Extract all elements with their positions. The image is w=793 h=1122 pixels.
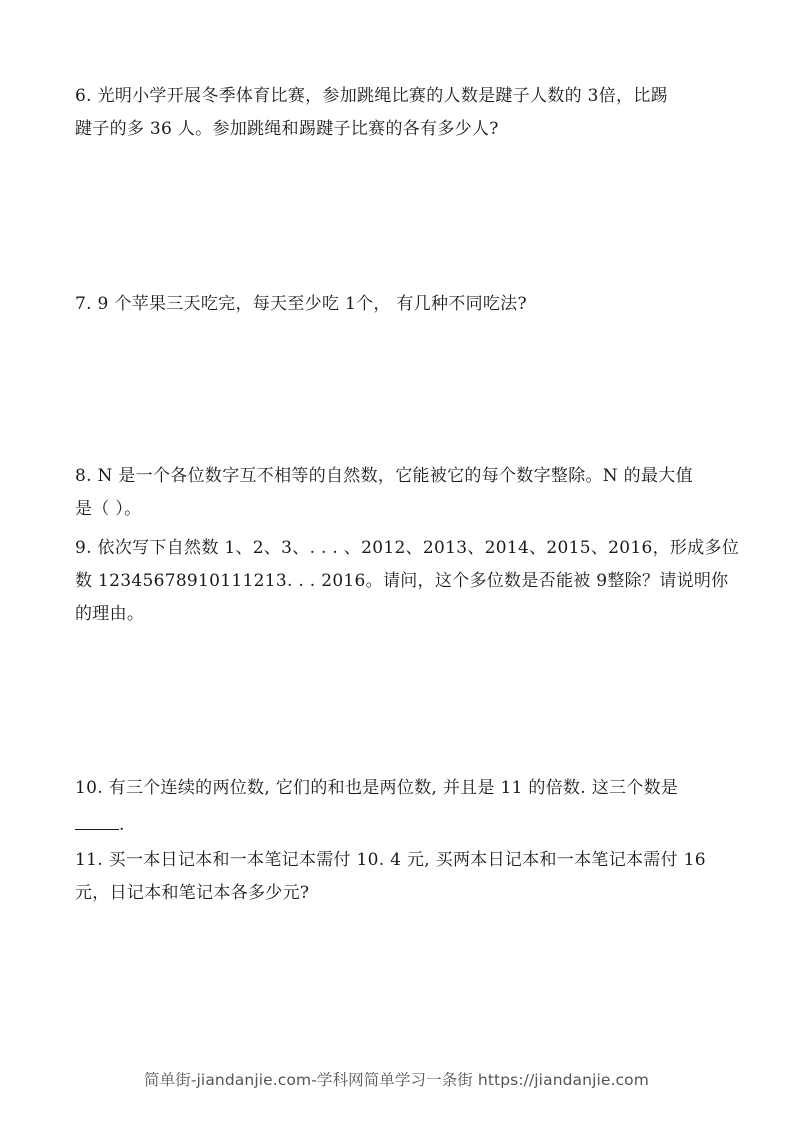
question-11	[75, 844, 725, 910]
question-11-line-1: 11. 买一本日记本和一本笔记本需付 10. 4 元, 买两本日记本和一本笔记本需付 16	[75, 850, 706, 870]
answer-blank	[75, 811, 119, 830]
question-8-line-2: 是（ ）。	[75, 499, 142, 519]
question-6-line-1: 6. 光明小学开展冬季体育比赛，参加跳绳比赛的人数是踺子人数的 3倍，比踢	[75, 86, 668, 106]
question-9-line-2: 数 12345678910111213. . . 2016。请问，这个多位数是否能被 9整除？请说明你	[75, 571, 729, 591]
footer-watermark: 简单街-jiandanjie.com-学科网简单学习一条街 https://jiandanjie.com	[144, 1071, 649, 1089]
question-11-line-2: 元，日记本和笔记本各多少元?	[75, 883, 310, 903]
question-9	[75, 532, 740, 631]
question-6	[75, 80, 725, 146]
question-8-line-1: 8. N 是一个各位数字互不相等的自然数，它能被它的每个数字整除。N 的最大值	[75, 466, 693, 486]
question-7	[75, 288, 725, 321]
question-10	[75, 772, 725, 842]
question-9-line-3: 的理由。	[75, 604, 145, 624]
answer-blank-suffix: .	[119, 815, 125, 835]
question-10-answer-line	[75, 809, 725, 842]
question-10-line-1: 10. 有三个连续的两位数, 它们的和也是两位数, 并且是 11 的倍数. 这三个数是	[75, 778, 679, 798]
question-7-line-1: 7. 9 个苹果三天吃完，每天至少吃 1个， 有几种不同吃法?	[75, 294, 527, 314]
question-8	[75, 460, 725, 526]
question-6-line-2: 踺子的多 36 人。参加跳绳和踢踺子比赛的各有多少人?	[75, 119, 499, 139]
question-9-line-1: 9. 依次写下自然数 1、2、3、. . . 、2012、2013、2014、2015、2016，形成多位	[75, 538, 740, 558]
